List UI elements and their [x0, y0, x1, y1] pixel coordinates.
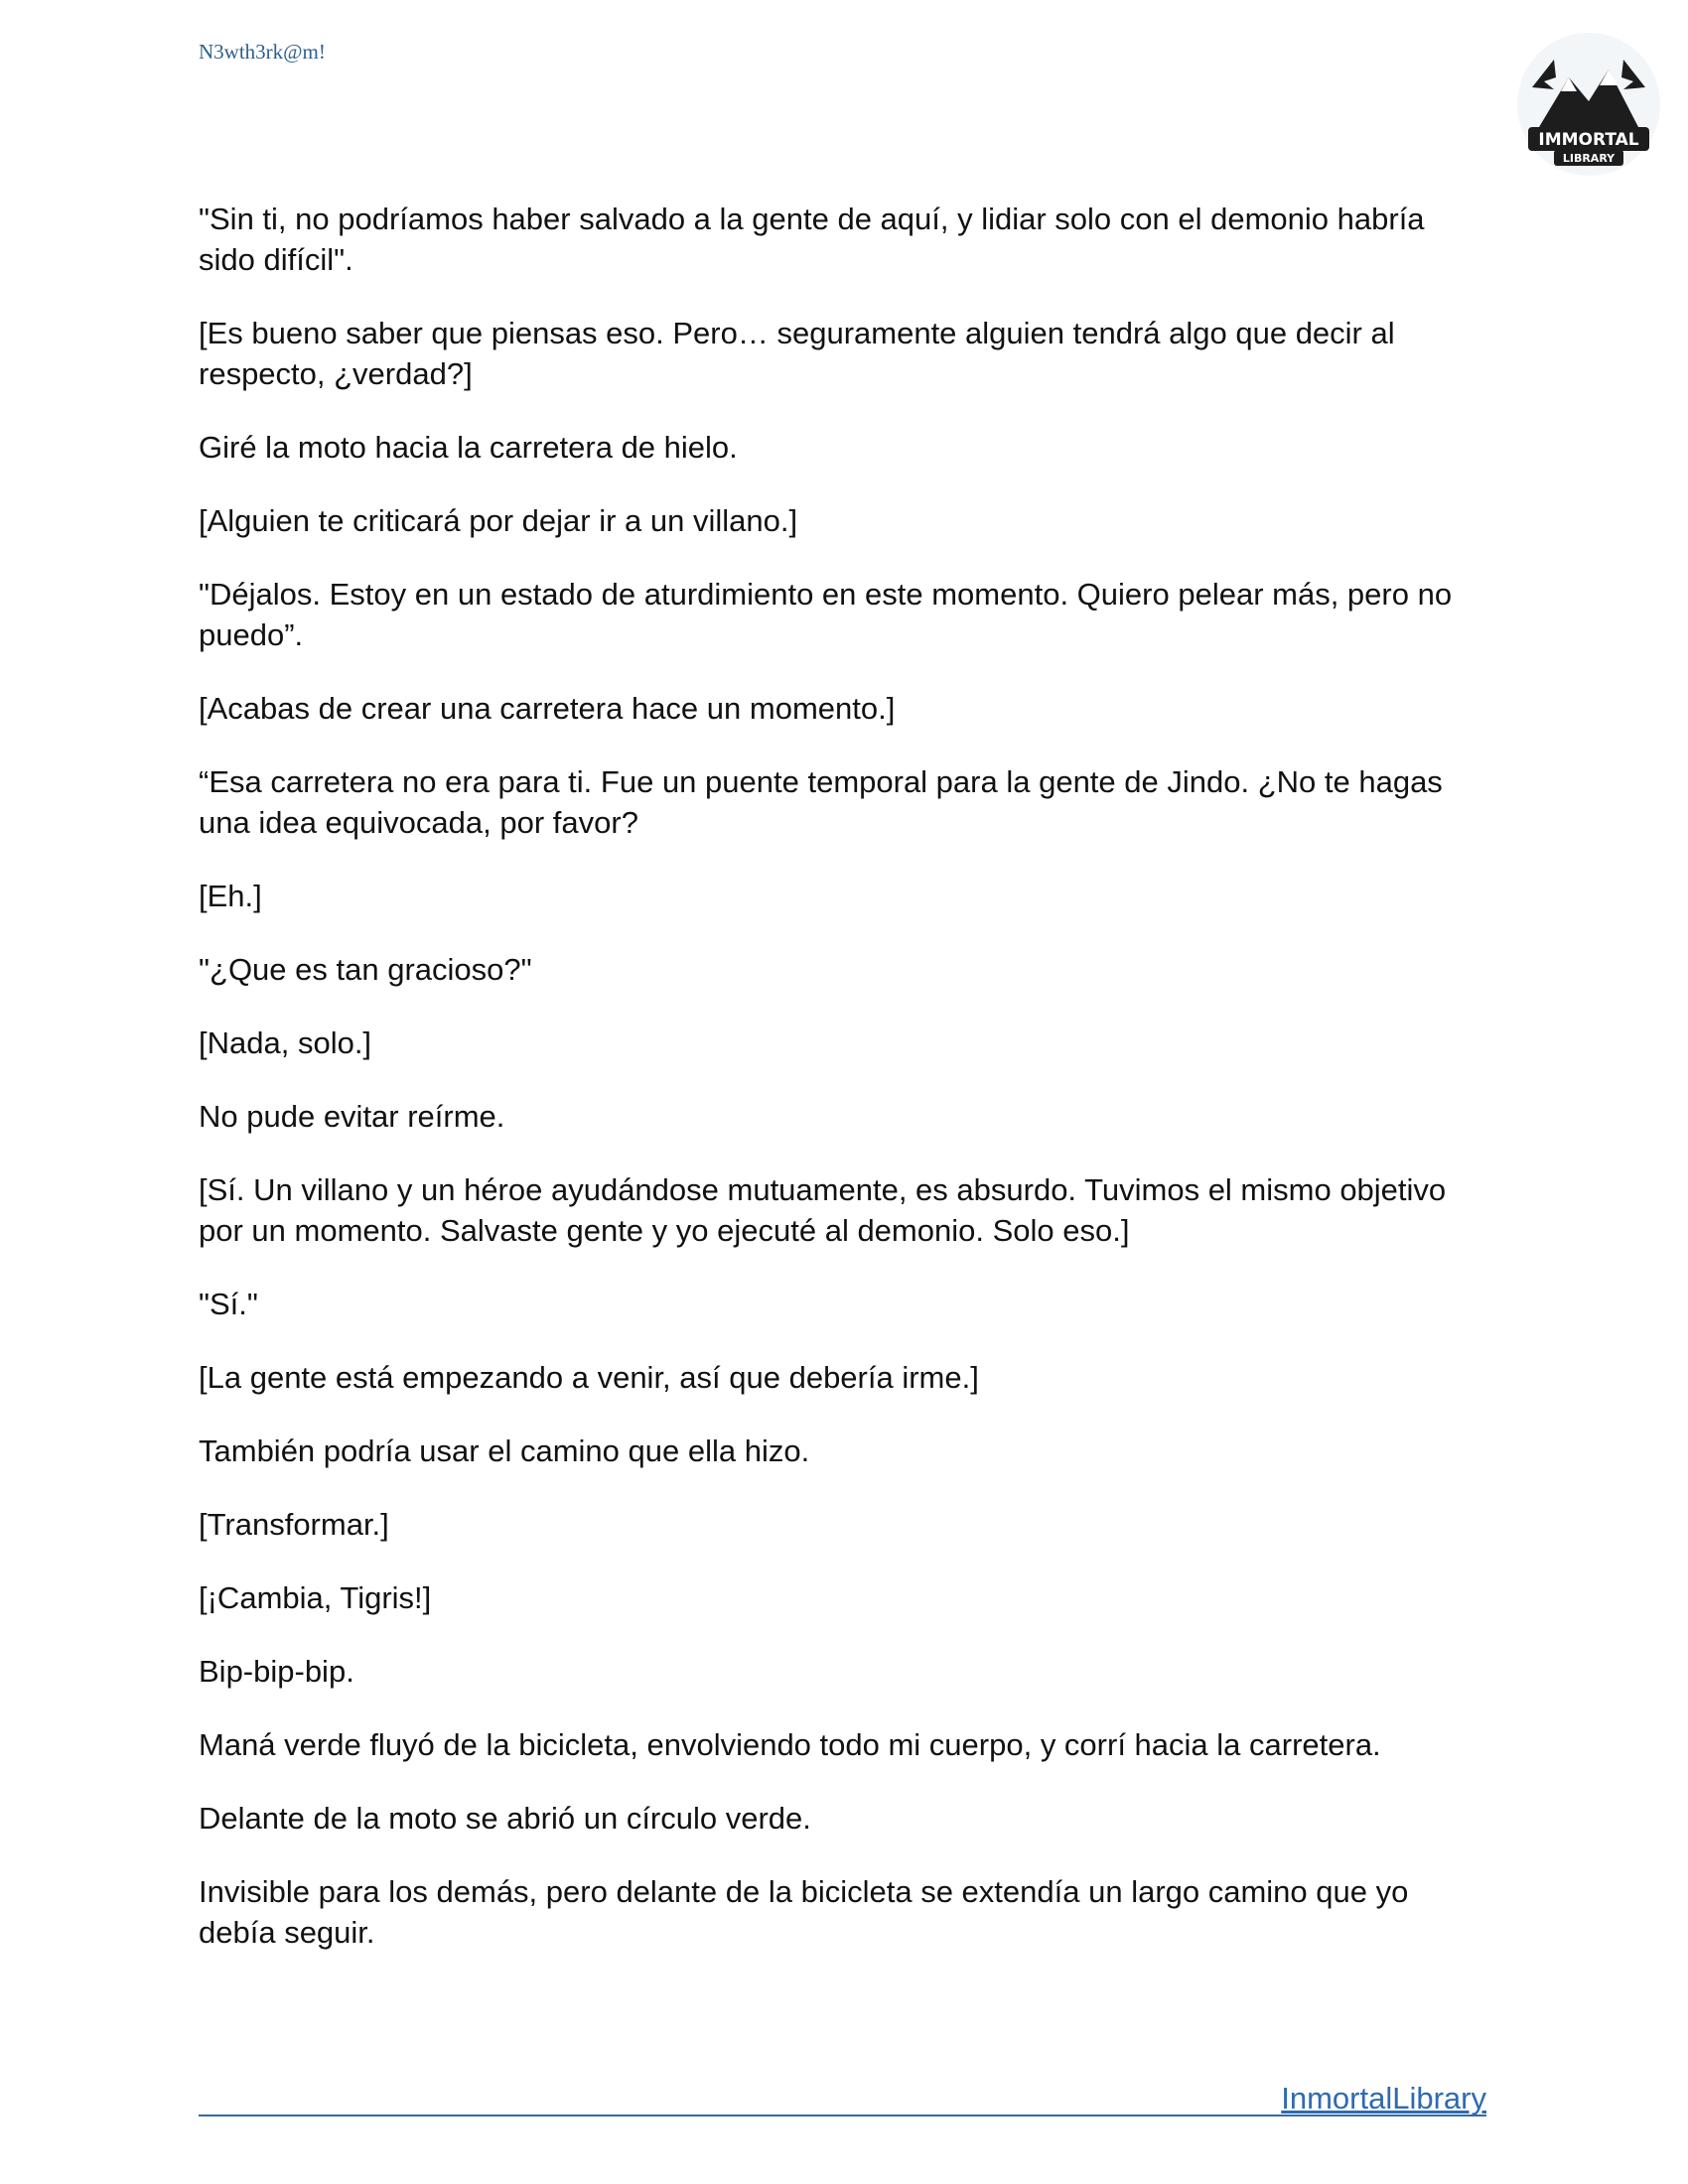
- paragraph: Delante de la moto se abrió un círculo verde.: [199, 1801, 811, 1836]
- paragraph: También podría usar el camino que ella hizo.: [199, 1433, 810, 1468]
- paragraph: Bip-bip-bip.: [199, 1654, 354, 1689]
- paragraph: [Sí. Un villano y un héroe ayudándose mutuamente, es absurdo. Tuvimos el mismo objetivo por un momento. Salvaste gente y yo ejecuté al demonio. Solo eso.]: [199, 1172, 1447, 1248]
- logo-text-line1: IMMORTAL: [1538, 130, 1639, 150]
- paragraph: [Alguien te criticará por dejar ir a un villano.]: [199, 503, 798, 538]
- paragraph: "Sí.": [199, 1287, 258, 1321]
- logo-graphic: [1514, 30, 1663, 179]
- paragraph: [La gente está empezando a venir, así que debería irme.]: [199, 1360, 979, 1395]
- paragraph: "¿Que es tan gracioso?": [199, 952, 532, 987]
- paragraph: [Nada, solo.]: [199, 1025, 372, 1060]
- paragraph: Invisible para los demás, pero delante de la bicicleta se extendía un largo camino que yo debía seguir.: [199, 1874, 1409, 1950]
- immortal-library-logo: [1514, 30, 1663, 179]
- paragraph: "Déjalos. Estoy en un estado de aturdimiento en este momento. Quiero pelear más, pero no puedo”.: [199, 577, 1453, 652]
- document-body: [199, 199, 1489, 1985]
- paragraph: [Eh.]: [199, 879, 262, 913]
- paragraph: Giré la moto hacia la carretera de hielo.: [199, 430, 738, 465]
- logo-text-line2: LIBRARY: [1562, 152, 1616, 165]
- paragraph: [Es bueno saber que piensas eso. Pero… seguramente alguien tendrá algo que decir al respecto, ¿verdad?]: [199, 316, 1395, 391]
- paragraph: [¡Cambia, Tigris!]: [199, 1580, 432, 1615]
- paragraph: Maná verde fluyó de la bicicleta, envolviendo todo mi cuerpo, y corrí hacia la carretera.: [199, 1727, 1381, 1762]
- header-tag: N3wth3rk@m!: [199, 40, 326, 64]
- footer-link[interactable]: InmortalLibrary: [1281, 2081, 1486, 2116]
- paragraph: “Esa carretera no era para ti. Fue un puente temporal para la gente de Jindo. ¿No te hagas una idea equivocada, por favor?: [199, 764, 1443, 840]
- paragraph: No pude evitar reírme.: [199, 1099, 505, 1134]
- paragraph: "Sin ti, no podríamos haber salvado a la gente de aquí, y lidiar solo con el demonio habría sido difícil".: [199, 202, 1425, 277]
- paragraph: [Acabas de crear una carretera hace un momento.]: [199, 691, 896, 726]
- paragraph: [Transformar.]: [199, 1507, 389, 1542]
